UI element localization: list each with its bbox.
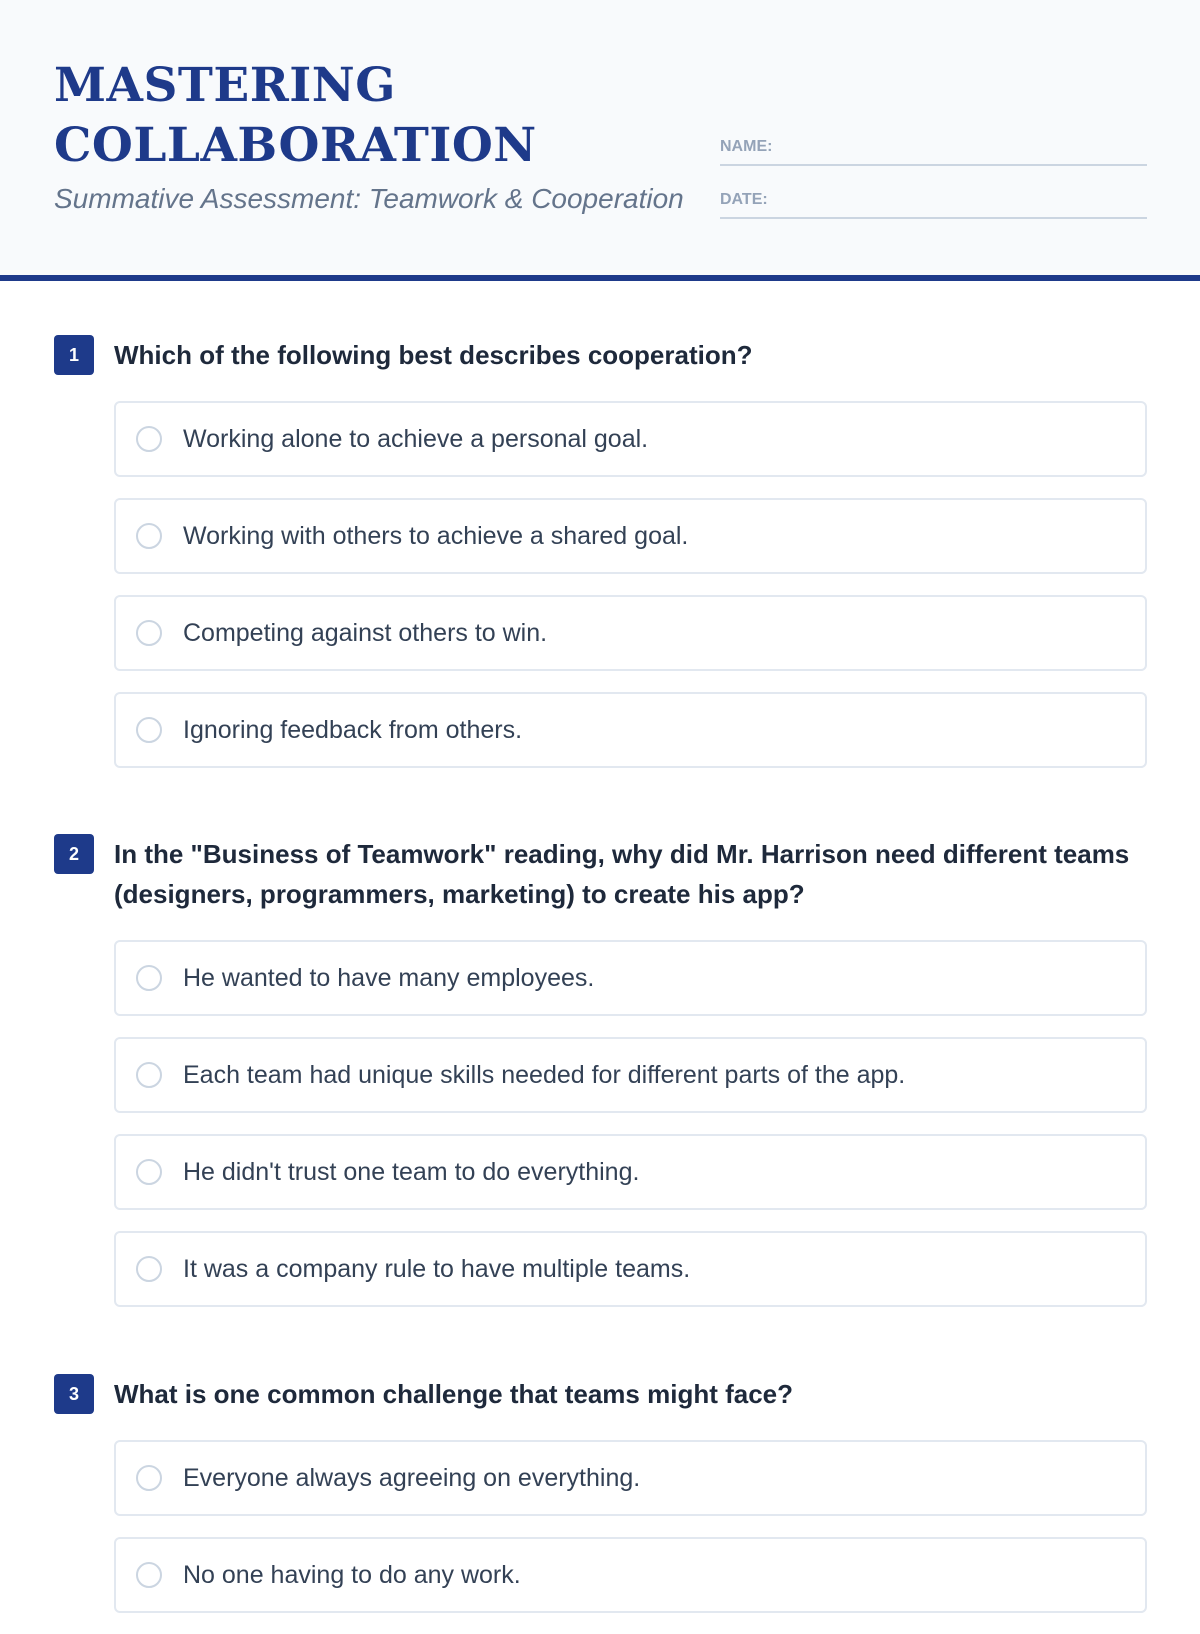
- radio-circle-icon[interactable]: [136, 620, 162, 646]
- radio-circle-icon[interactable]: [136, 717, 162, 743]
- answer-options: [114, 940, 1147, 1328]
- date-field[interactable]: [720, 191, 1147, 219]
- answer-options: [114, 401, 1147, 789]
- radio-circle-icon[interactable]: [136, 965, 162, 991]
- name-label: NAME:: [720, 138, 773, 155]
- answer-options: [114, 1440, 1147, 1634]
- radio-circle-icon[interactable]: [136, 1062, 162, 1088]
- answer-option-label: Working with others to achieve a shared goal.: [183, 522, 689, 550]
- radio-circle-icon[interactable]: [136, 1465, 162, 1491]
- question-text: In the "Business of Teamwork" reading, why did Mr. Harrison need different teams (designers, programmers, marketing) to create his app?: [114, 839, 1130, 909]
- question-text: What is one common challenge that teams might face?: [114, 1379, 794, 1409]
- page-title: [54, 56, 537, 176]
- question-text: Which of the following best describes cooperation?: [114, 340, 753, 370]
- radio-circle-icon[interactable]: [136, 1256, 162, 1282]
- title-line-1: MASTERING: [54, 58, 396, 113]
- answer-option[interactable]: [114, 692, 1147, 768]
- date-label: DATE:: [720, 191, 768, 208]
- answer-option-label: Competing against others to win.: [183, 619, 548, 647]
- answer-option[interactable]: [114, 595, 1147, 671]
- name-field[interactable]: [720, 138, 1147, 166]
- question-number-badge: 1: [54, 335, 94, 375]
- radio-circle-icon[interactable]: [136, 426, 162, 452]
- question-number-badge: 3: [54, 1374, 94, 1414]
- page-subtitle: Summative Assessment: Teamwork & Cooperation: [54, 183, 684, 214]
- answer-option[interactable]: [114, 1037, 1147, 1113]
- radio-circle-icon[interactable]: [136, 523, 162, 549]
- answer-option-label: Working alone to achieve a personal goal.: [183, 425, 649, 453]
- question-number-badge: 2: [54, 834, 94, 874]
- answer-option-label: He wanted to have many employees.: [183, 964, 595, 992]
- radio-circle-icon[interactable]: [136, 1562, 162, 1588]
- answer-option[interactable]: [114, 498, 1147, 574]
- answer-option[interactable]: [114, 401, 1147, 477]
- answer-option-label: It was a company rule to have multiple teams.: [183, 1255, 691, 1283]
- answer-option[interactable]: [114, 1440, 1147, 1516]
- answer-option[interactable]: [114, 1537, 1147, 1613]
- answer-option[interactable]: [114, 940, 1147, 1016]
- answer-option-label: He didn't trust one team to do everything.: [183, 1158, 640, 1186]
- answer-option[interactable]: [114, 1231, 1147, 1307]
- answer-option-label: No one having to do any work.: [183, 1561, 521, 1589]
- radio-circle-icon[interactable]: [136, 1159, 162, 1185]
- title-line-2: COLLABORATION: [54, 118, 537, 173]
- answer-option-label: Ignoring feedback from others.: [183, 716, 523, 744]
- worksheet-header: [0, 0, 1200, 281]
- answer-option-label: Each team had unique skills needed for different parts of the app.: [183, 1061, 906, 1089]
- answer-option[interactable]: [114, 1134, 1147, 1210]
- answer-option-label: Everyone always agreeing on everything.: [183, 1464, 641, 1492]
